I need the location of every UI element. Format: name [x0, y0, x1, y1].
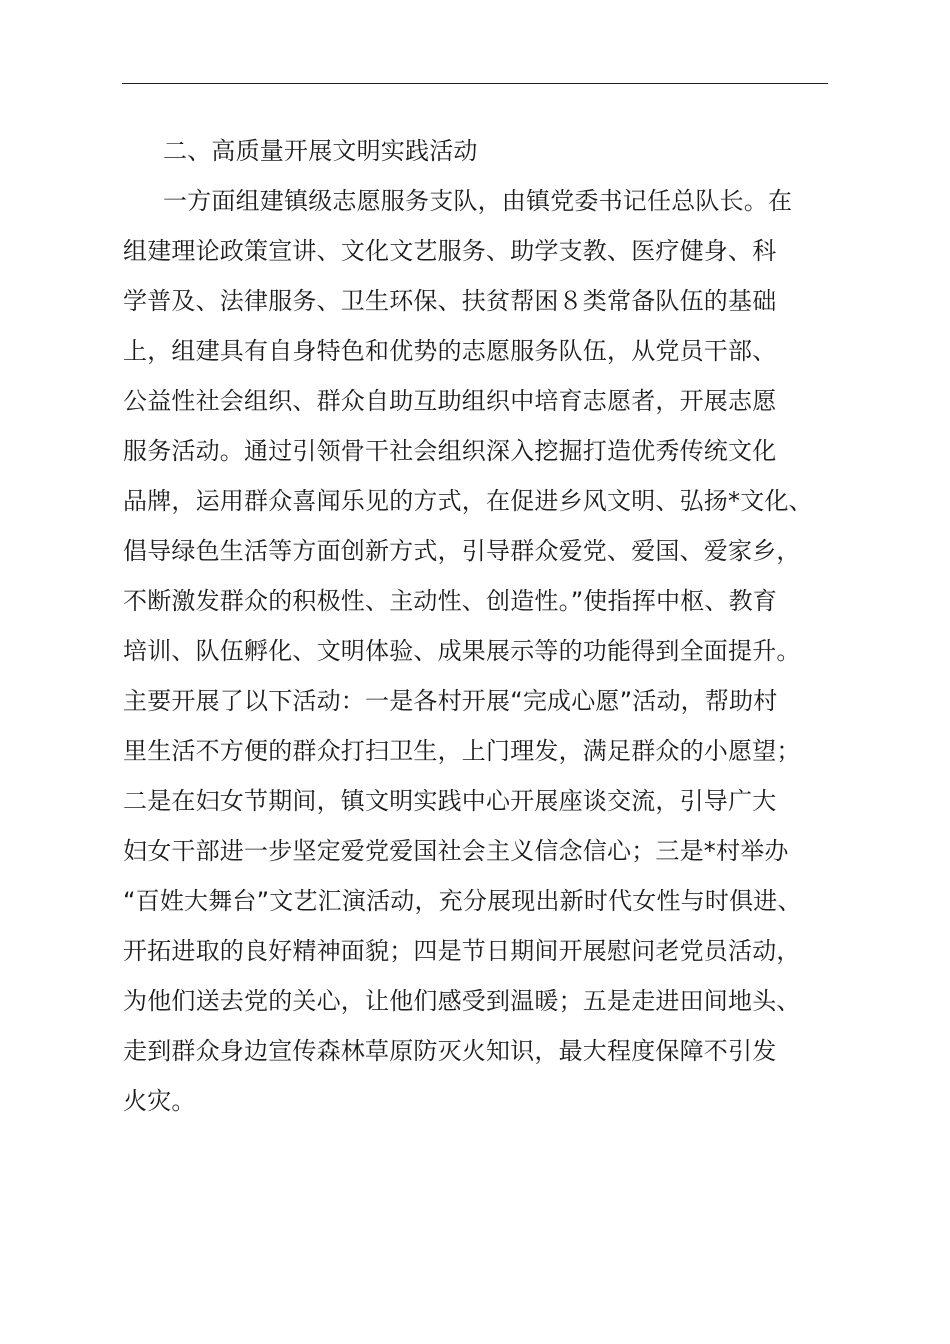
paragraph-line: 不断激发群众的积极性、主动性、创造性。”使指挥中枢、教育	[123, 587, 778, 615]
paragraph-line: 里生活不方便的群众打扫卫生，上门理发，满足群众的小愿望；	[123, 737, 801, 765]
paragraph-line: 倡导绿色生活等方面创新方式，引导群众爱党、爱国、爱家乡，	[123, 537, 801, 565]
header-rule	[122, 83, 828, 84]
paragraph-line: 走到群众身边宣传森林草原防灭火知识，最大程度保障不引发	[123, 1037, 777, 1065]
paragraph-line: 组建理论政策宣讲、文化文艺服务、助学支教、医疗健身、科	[123, 237, 777, 265]
section-heading: 二、高质量开展文明实践活动	[163, 137, 478, 165]
paragraph-line: 公益性社会组织、群众自助互助组织中培育志愿者，开展志愿	[123, 387, 777, 415]
paragraph-line: 火灾。	[123, 1087, 196, 1115]
paragraph-line: “百姓大舞台”文艺汇演活动，充分展现出新时代女性与时俱进、	[123, 887, 802, 915]
paragraph-line: 一方面组建镇级志愿服务支队，由镇党委书记任总队长。在	[163, 187, 793, 215]
paragraph-line: 服务活动。通过引领骨干社会组织深入挖掘打造优秀传统文化	[123, 437, 777, 465]
paragraph-line: 上，组建具有自身特色和优势的志愿服务队伍，从党员干部、	[123, 337, 777, 365]
paragraph-line: 二是在妇女节期间，镇文明实践中心开展座谈交流，引导广大	[123, 787, 777, 815]
paragraph-line: 为他们送去党的关心，让他们感受到温暖；五是走进田间地头、	[123, 987, 801, 1015]
document-body	[123, 126, 843, 1126]
paragraph-line: 开拓进取的良好精神面貌；四是节日期间开展慰问老党员活动，	[123, 937, 801, 965]
paragraph-line: 品牌，运用群众喜闻乐见的方式，在促进乡风文明、弘扬*文化、	[123, 487, 813, 515]
paragraph-line: 学普及、法律服务、卫生环保、扶贫帮困８类常备队伍的基础	[123, 287, 777, 315]
paragraph-line: 妇女干部进一步坚定爱党爱国社会主义信念信心；三是*村举办	[123, 837, 789, 865]
paragraph-line: 培训、队伍孵化、文明体验、成果展示等的功能得到全面提升。	[123, 637, 801, 665]
paragraph-line: 主要开展了以下活动：一是各村开展“完成心愿”活动，帮助村	[123, 687, 778, 715]
